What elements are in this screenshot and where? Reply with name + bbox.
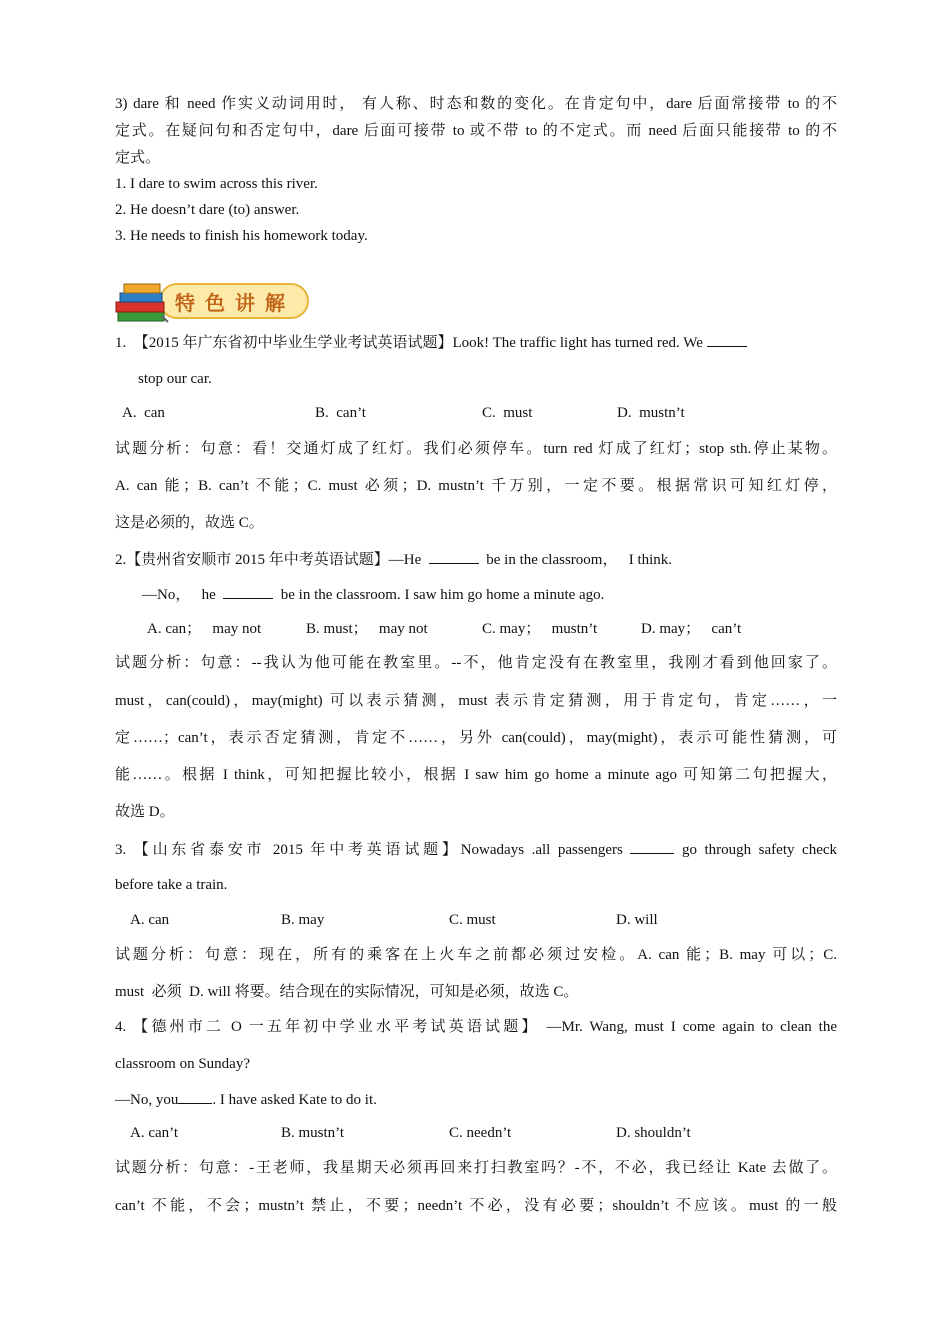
q2-stem-line-2: —No， he be in the classroom. I saw him go home a minute ago. — [142, 584, 604, 605]
intro-line-1: 3) dare 和 need 作实义动词用时， 有人称、时态和数的变化。在肯定句中，dare 后面常接带 to 的不 — [115, 96, 837, 112]
q3-stem-line-1: 3. 【山东省泰安市 2015 年中考英语试题】Nowadays .all passengers go through safety check — [115, 839, 837, 860]
q1-option-b: B. can’t — [315, 405, 366, 421]
q4-analysis-1: 试题分析：句意：-王老师，我星期天必须再回来打扫教室吗？-不，不必，我已经让 Kate 去做了。 — [115, 1160, 837, 1176]
intro-line-3: 定式。 — [115, 150, 161, 166]
q3-stem-line-2: before take a train. — [115, 877, 228, 893]
q2-stem-line-1: 2.【贵州省安顺市 2015 年中考英语试题】—He be in the classroom， I think. — [115, 549, 672, 570]
q2-option-a: A. can； may not — [147, 621, 262, 637]
q2-analysis-1: 试题分析：句意：--我认为他可能在教室里。--不，他肯定没有在教室里，我刚才看到他回家了。 — [115, 655, 837, 671]
q2-analysis-3: 定……；can’t，表示否定猜测，肯定不……，另外 can(could)，may(might)，表示可能性猜测，可 — [115, 730, 837, 746]
q2-option-d: D. may； can’t — [641, 621, 742, 637]
q3-option-a: A. can — [130, 912, 170, 928]
q4-stem-line-2: classroom on Sunday? — [115, 1056, 250, 1072]
q2-analysis-4: 能……。根据 I think，可知把握比较小，根据 I saw him go home a minute ago 可知第二句把握大， — [115, 767, 837, 783]
example-3: 3. He needs to finish his homework today. — [115, 228, 368, 244]
q3-analysis-2: must 必须 D. will 将要。结合现在的实际情况，可知是必须，故选 C。 — [115, 984, 579, 1000]
q2-option-b: B. must； may not — [306, 621, 428, 637]
q3-analysis-1: 试题分析：句意：现在，所有的乘客在上火车之前都必须过安检。A. can 能；B. may 可以；C. — [115, 947, 837, 963]
q3-option-b: B. may — [281, 912, 325, 928]
q4-option-b: B. mustn’t — [281, 1125, 345, 1141]
q1-option-d: D. mustn’t — [617, 405, 685, 421]
q4-option-d: D. shouldn’t — [616, 1125, 691, 1141]
q1-analysis-3: 这是必须的，故选 C。 — [115, 515, 264, 531]
intro-line-2: 定式。在疑问句和否定句中，dare 后面可接带 to 或不带 to 的不定式。而 need 后面只能接带 to 的不 — [115, 123, 837, 139]
q1-analysis-2: A. can 能；B. can’t 不能；C. must 必须；D. mustn’t 千万别，一定不要。根据常识可知红灯停， — [115, 478, 837, 494]
example-2: 2. He doesn’t dare (to) answer. — [115, 202, 300, 218]
section-title: 特色讲解 — [175, 291, 295, 315]
example-1: 1. I dare to swim across this river. — [115, 176, 318, 192]
q3-option-c: C. must — [449, 912, 496, 928]
q4-stem-line-3: —No, you . I have asked Kate to do it. — [115, 1089, 377, 1110]
q4-option-c: C. needn’t — [449, 1125, 512, 1141]
q1-analysis-1: 试题分析：句意：看！交通灯成了红灯。我们必须停车。turn red 灯成了红灯；stop sth.停止某物。 — [115, 441, 837, 457]
q3-option-d: D. will — [616, 912, 658, 928]
q2-option-c: C. may； mustn’t — [482, 621, 598, 637]
q1-stem-line-1: 1. 【2015 年广东省初中毕业生学业考试英语试题】Look! The traffic light has turned red. We — [115, 332, 747, 353]
q1-option-c: C. must — [482, 405, 533, 421]
q1-stem-line-2: stop our car. — [138, 371, 212, 387]
q2-analysis-2: must，can(could)，may(might) 可以表示猜测，must 表示肯定猜测，用于肯定句，肯定……，一 — [115, 693, 837, 709]
q4-option-a: A. can’t — [130, 1125, 179, 1141]
q4-analysis-2: can’t 不能，不会；mustn’t 禁止，不要；needn’t 不必，没有必要；shouldn’t 不应该。must 的一般 — [115, 1198, 837, 1214]
q2-analysis-5: 故选 D。 — [115, 804, 175, 820]
q1-option-a: A. can — [122, 405, 165, 421]
q4-stem-line-1: 4. 【德州市二 O 一五年初中学业水平考试英语试题】 —Mr. Wang, must I come again to clean the — [115, 1019, 837, 1035]
